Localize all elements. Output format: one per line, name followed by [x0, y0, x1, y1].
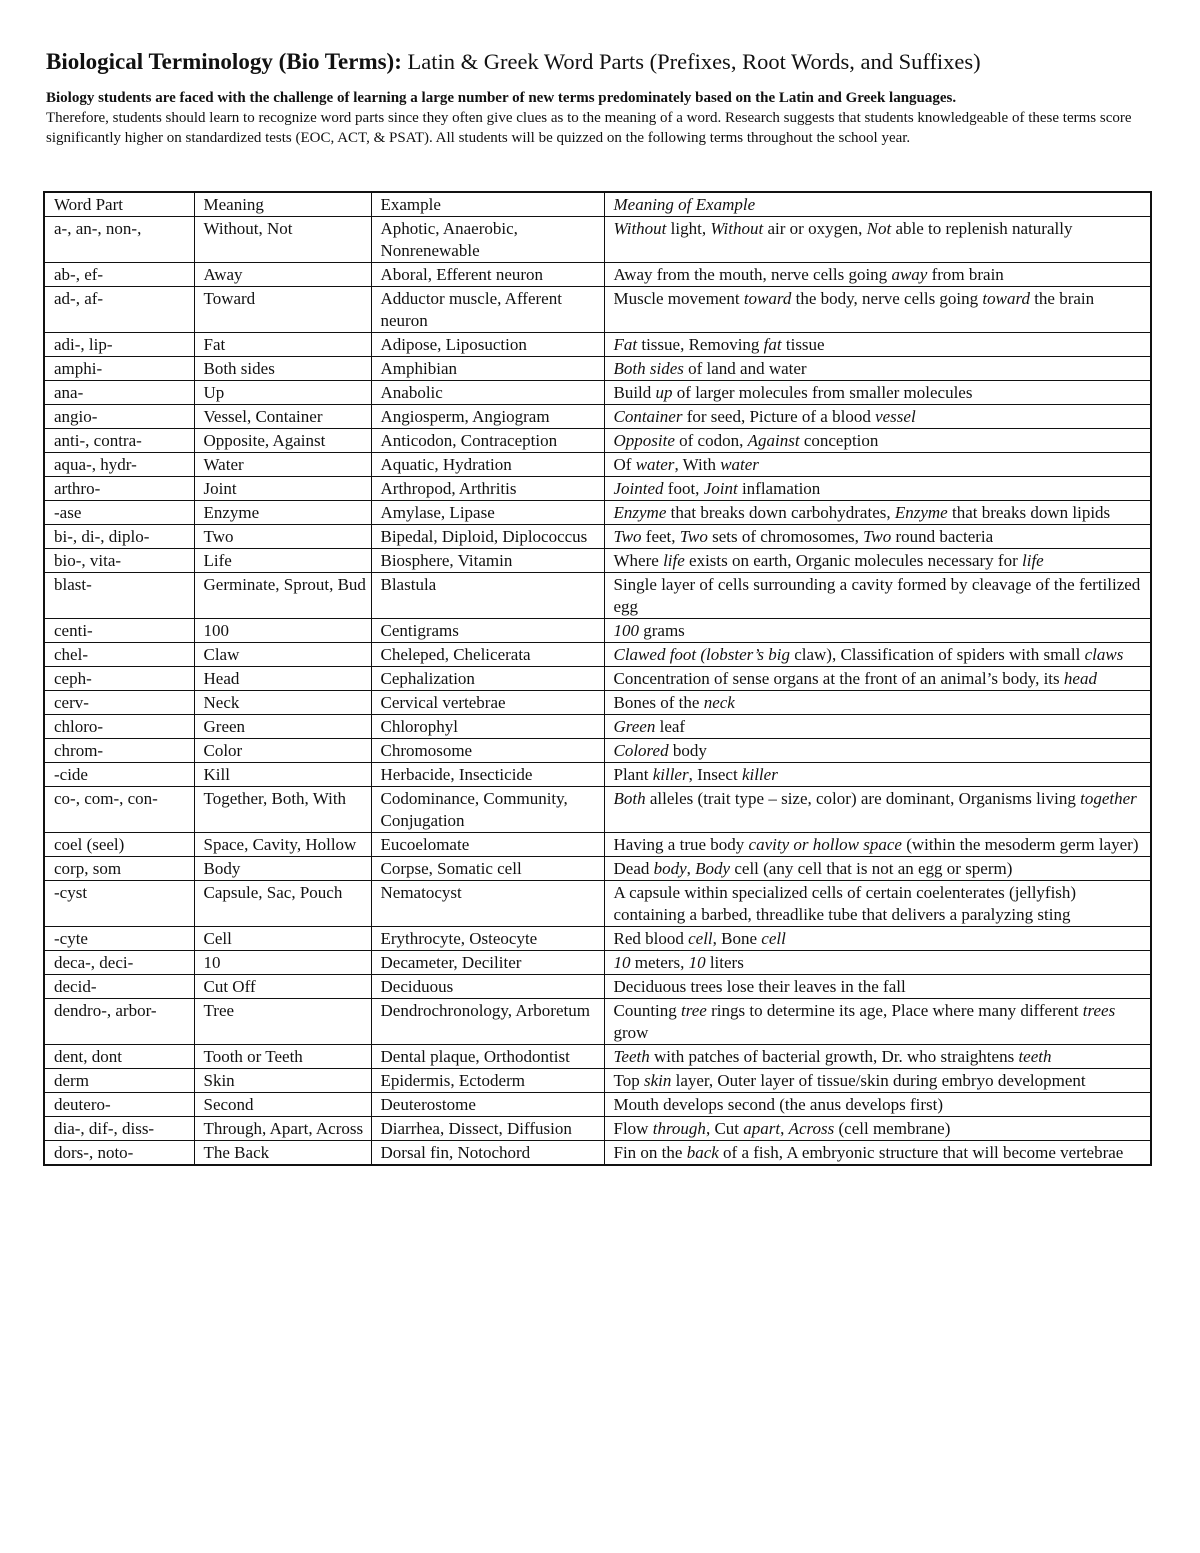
table-header-row	[44, 192, 1151, 217]
emphasis-text: neck	[703, 693, 735, 712]
header-meaning-of-example: Meaning of Example	[604, 192, 1151, 217]
meaning-of-example-cell: Muscle movement toward the body, nerve cells going toward the brain	[604, 287, 1151, 333]
table-row	[44, 501, 1151, 525]
meaning-cell: Capsule, Sac, Pouch	[194, 881, 371, 927]
example-cell: Dendrochronology, Arboretum	[371, 999, 604, 1045]
emphasis-text: cell	[688, 929, 713, 948]
meaning-of-example-cell: Counting tree rings to determine its age, Place where many different trees grow	[604, 999, 1151, 1045]
emphasis-text: cavity or hollow space	[748, 835, 902, 854]
example-cell: Aphotic, Anaerobic, Nonrenewable	[371, 217, 604, 263]
meaning-cell: Vessel, Container	[194, 405, 371, 429]
meaning-cell: Water	[194, 453, 371, 477]
example-cell: Cephalization	[371, 667, 604, 691]
word-part-cell: dors-, noto-	[44, 1141, 194, 1166]
emphasis-text: Both sides	[613, 359, 684, 378]
emphasis-text: Clawed foot (lobster’s big	[613, 645, 790, 664]
meaning-cell: Tooth or Teeth	[194, 1045, 371, 1069]
title-bold: Biological Terminology (Bio Terms):	[46, 49, 402, 74]
example-cell: Angiosperm, Angiogram	[371, 405, 604, 429]
intro-body: Therefore, students should learn to recognize word parts since they often give clues as to the meaning of a word. Research suggests that students knowledgeable of these terms score significantly higher on standardized tests (EOC, ACT, & PSAT). All students will be quizzed on the following terms throughout the school year.	[46, 110, 1132, 146]
emphasis-text: Enzyme	[613, 503, 667, 522]
table-row	[44, 405, 1151, 429]
emphasis-text: body	[653, 859, 687, 878]
word-part-cell: ana-	[44, 381, 194, 405]
meaning-of-example-cell: Red blood cell, Bone cell	[604, 927, 1151, 951]
example-cell: Deuterostome	[371, 1093, 604, 1117]
example-cell: Epidermis, Ectoderm	[371, 1069, 604, 1093]
table-row	[44, 549, 1151, 573]
emphasis-text: Teeth	[613, 1047, 650, 1066]
word-part-cell: blast-	[44, 573, 194, 619]
table-row	[44, 739, 1151, 763]
meaning-cell: Cut Off	[194, 975, 371, 999]
emphasis-text: Fat	[613, 335, 638, 354]
example-cell: Aquatic, Hydration	[371, 453, 604, 477]
example-cell: Blastula	[371, 573, 604, 619]
meaning-cell: Head	[194, 667, 371, 691]
title-rest: Latin & Greek Word Parts (Prefixes, Root Words, and Suffixes)	[407, 49, 981, 74]
table-row	[44, 763, 1151, 787]
word-part-cell: -cide	[44, 763, 194, 787]
example-cell: Anticodon, Contraception	[371, 429, 604, 453]
meaning-cell: Green	[194, 715, 371, 739]
meaning-cell: Skin	[194, 1069, 371, 1093]
meaning-of-example-cell: Having a true body cavity or hollow space (within the mesoderm germ layer)	[604, 833, 1151, 857]
table-row	[44, 573, 1151, 619]
page-title	[46, 47, 1166, 77]
word-part-cell: ab-, ef-	[44, 263, 194, 287]
emphasis-text: water	[635, 455, 675, 474]
emphasis-text: 10	[613, 953, 631, 972]
emphasis-text: fat	[763, 335, 782, 354]
table-row	[44, 833, 1151, 857]
meaning-of-example-cell: Green leaf	[604, 715, 1151, 739]
meaning-cell: Germinate, Sprout, Bud	[194, 573, 371, 619]
meaning-of-example-cell: Plant killer, Insect killer	[604, 763, 1151, 787]
meaning-of-example-cell: Fat tissue, Removing fat tissue	[604, 333, 1151, 357]
emphasis-text: toward	[982, 289, 1030, 308]
example-cell: Aboral, Efferent neuron	[371, 263, 604, 287]
emphasis-text: life	[663, 551, 685, 570]
example-cell: Decameter, Deciliter	[371, 951, 604, 975]
meaning-cell: Away	[194, 263, 371, 287]
emphasis-text: Enzyme	[894, 503, 948, 522]
table-row	[44, 619, 1151, 643]
meaning-of-example-cell: Fin on the back of a fish, A embryonic structure that will become vertebrae	[604, 1141, 1151, 1166]
meaning-cell: Cell	[194, 927, 371, 951]
meaning-of-example-cell: Teeth with patches of bacterial growth, Dr. who straightens teeth	[604, 1045, 1151, 1069]
table-row	[44, 381, 1151, 405]
meaning-cell: Two	[194, 525, 371, 549]
table-row	[44, 857, 1151, 881]
word-part-cell: arthro-	[44, 477, 194, 501]
word-part-cell: chrom-	[44, 739, 194, 763]
meaning-cell: 10	[194, 951, 371, 975]
emphasis-text: skin	[643, 1071, 672, 1090]
word-part-cell: derm	[44, 1069, 194, 1093]
meaning-of-example-cell: Single layer of cells surrounding a cavity formed by cleavage of the fertilized egg	[604, 573, 1151, 619]
example-cell: Adipose, Liposuction	[371, 333, 604, 357]
meaning-of-example-cell: 10 meters, 10 liters	[604, 951, 1151, 975]
table-row	[44, 691, 1151, 715]
example-cell: Deciduous	[371, 975, 604, 999]
emphasis-text: 100	[613, 621, 639, 640]
table-row	[44, 667, 1151, 691]
meaning-of-example-cell: Two feet, Two sets of chromosomes, Two round bacteria	[604, 525, 1151, 549]
meaning-of-example-cell: Jointed foot, Joint inflamation	[604, 477, 1151, 501]
table-row	[44, 217, 1151, 263]
table-row	[44, 525, 1151, 549]
meaning-cell: Body	[194, 857, 371, 881]
word-part-cell: chel-	[44, 643, 194, 667]
table-row	[44, 643, 1151, 667]
emphasis-text: Across	[788, 1119, 835, 1138]
meaning-of-example-cell: Container for seed, Picture of a blood vessel	[604, 405, 1151, 429]
meaning-of-example-cell: Both sides of land and water	[604, 357, 1151, 381]
emphasis-text: Against	[747, 431, 800, 450]
meaning-of-example-cell: 100 grams	[604, 619, 1151, 643]
example-cell: Diarrhea, Dissect, Diffusion	[371, 1117, 604, 1141]
meaning-cell: Both sides	[194, 357, 371, 381]
meaning-of-example-cell: Build up of larger molecules from smaller molecules	[604, 381, 1151, 405]
table-row	[44, 975, 1151, 999]
emphasis-text: cell	[761, 929, 786, 948]
meaning-cell: Tree	[194, 999, 371, 1045]
table-row	[44, 333, 1151, 357]
emphasis-text: Container	[613, 407, 683, 426]
meaning-of-example-cell: Away from the mouth, nerve cells going away from brain	[604, 263, 1151, 287]
meaning-of-example-cell: Dead body, Body cell (any cell that is not an egg or sperm)	[604, 857, 1151, 881]
emphasis-text: killer	[741, 765, 778, 784]
example-cell: Chlorophyl	[371, 715, 604, 739]
example-cell: Centigrams	[371, 619, 604, 643]
emphasis-text: Two	[679, 527, 708, 546]
meaning-cell: Claw	[194, 643, 371, 667]
header-word-part: Word Part	[44, 192, 194, 217]
meaning-cell: Color	[194, 739, 371, 763]
emphasis-text: head	[1063, 669, 1097, 688]
word-part-cell: amphi-	[44, 357, 194, 381]
emphasis-text: Joint	[703, 479, 738, 498]
example-cell: Codominance, Community, Conjugation	[371, 787, 604, 833]
word-part-cell: co-, com-, con-	[44, 787, 194, 833]
meaning-cell: Neck	[194, 691, 371, 715]
emphasis-text: killer	[652, 765, 689, 784]
word-part-cell: a-, an-, non-,	[44, 217, 194, 263]
meaning-cell: Space, Cavity, Hollow	[194, 833, 371, 857]
example-cell: Adductor muscle, Afferent neuron	[371, 287, 604, 333]
emphasis-text: Two	[613, 527, 642, 546]
word-part-cell: -cyte	[44, 927, 194, 951]
meaning-cell: Without, Not	[194, 217, 371, 263]
emphasis-text: trees	[1082, 1001, 1116, 1020]
meaning-of-example-cell: Mouth develops second (the anus develops first)	[604, 1093, 1151, 1117]
meaning-of-example-cell: Bones of the neck	[604, 691, 1151, 715]
emphasis-text: Two	[863, 527, 892, 546]
emphasis-text: Body	[695, 859, 731, 878]
table-row	[44, 287, 1151, 333]
emphasis-text: Opposite	[613, 431, 675, 450]
emphasis-text: teeth	[1018, 1047, 1052, 1066]
emphasis-text: through	[652, 1119, 706, 1138]
word-part-cell: bio-, vita-	[44, 549, 194, 573]
intro-paragraph	[46, 88, 1144, 148]
table-row	[44, 1045, 1151, 1069]
example-cell: Dental plaque, Orthodontist	[371, 1045, 604, 1069]
emphasis-text: up	[655, 383, 673, 402]
table-row	[44, 477, 1151, 501]
emphasis-text: away	[891, 265, 928, 284]
word-part-cell: aqua-, hydr-	[44, 453, 194, 477]
emphasis-text: Jointed	[613, 479, 664, 498]
example-cell: Nematocyst	[371, 881, 604, 927]
example-cell: Cheleped, Chelicerata	[371, 643, 604, 667]
example-cell: Amphibian	[371, 357, 604, 381]
meaning-cell: The Back	[194, 1141, 371, 1166]
meaning-of-example-cell: Concentration of sense organs at the front of an animal’s body, its head	[604, 667, 1151, 691]
meaning-of-example-cell: Where life exists on earth, Organic molecules necessary for life	[604, 549, 1151, 573]
table-row	[44, 1141, 1151, 1166]
emphasis-text: vessel	[875, 407, 916, 426]
table-row	[44, 1117, 1151, 1141]
meaning-cell: Up	[194, 381, 371, 405]
emphasis-text: Not	[866, 219, 892, 238]
table-row	[44, 263, 1151, 287]
example-cell: Dorsal fin, Notochord	[371, 1141, 604, 1166]
example-cell: Herbacide, Insecticide	[371, 763, 604, 787]
word-part-cell: ceph-	[44, 667, 194, 691]
meaning-cell: Together, Both, With	[194, 787, 371, 833]
word-part-cell: bi-, di-, diplo-	[44, 525, 194, 549]
emphasis-text: toward	[743, 289, 792, 308]
meaning-of-example-cell: Opposite of codon, Against conception	[604, 429, 1151, 453]
meaning-cell: 100	[194, 619, 371, 643]
word-part-cell: -cyst	[44, 881, 194, 927]
word-part-cell: deutero-	[44, 1093, 194, 1117]
example-cell: Amylase, Lipase	[371, 501, 604, 525]
meaning-of-example-cell: Deciduous trees lose their leaves in the fall	[604, 975, 1151, 999]
table-row	[44, 927, 1151, 951]
table-row	[44, 881, 1151, 927]
word-part-cell: dia-, dif-, diss-	[44, 1117, 194, 1141]
table-row	[44, 787, 1151, 833]
meaning-cell: Life	[194, 549, 371, 573]
meaning-cell: Joint	[194, 477, 371, 501]
emphasis-text: tree	[681, 1001, 707, 1020]
emphasis-text: 10	[688, 953, 706, 972]
meaning-cell: Enzyme	[194, 501, 371, 525]
example-cell: Chromosome	[371, 739, 604, 763]
emphasis-text: life	[1022, 551, 1044, 570]
example-cell: Bipedal, Diploid, Diplococcus	[371, 525, 604, 549]
meaning-cell: Kill	[194, 763, 371, 787]
example-cell: Eucoelomate	[371, 833, 604, 857]
word-part-cell: corp, som	[44, 857, 194, 881]
emphasis-text: apart	[743, 1119, 781, 1138]
meaning-of-example-cell: Without light, Without air or oxygen, Not able to replenish naturally	[604, 217, 1151, 263]
word-part-cell: chloro-	[44, 715, 194, 739]
emphasis-text: Both	[613, 789, 646, 808]
emphasis-text: Without	[710, 219, 764, 238]
emphasis-text: Without	[613, 219, 667, 238]
meaning-of-example-cell: Both alleles (trait type – size, color) are dominant, Organisms living together	[604, 787, 1151, 833]
meaning-of-example-cell: A capsule within specialized cells of certain coelenterates (jellyfish) containing a barbed, threadlike tube that delivers a paralyzing sting	[604, 881, 1151, 927]
meaning-of-example-cell: Enzyme that breaks down carbohydrates, Enzyme that breaks down lipids	[604, 501, 1151, 525]
header-meaning: Meaning	[194, 192, 371, 217]
meaning-of-example-cell: Flow through, Cut apart, Across (cell membrane)	[604, 1117, 1151, 1141]
word-part-cell: ad-, af-	[44, 287, 194, 333]
word-part-cell: centi-	[44, 619, 194, 643]
terms-table	[43, 191, 1152, 1166]
meaning-cell: Fat	[194, 333, 371, 357]
example-cell: Arthropod, Arthritis	[371, 477, 604, 501]
example-cell: Corpse, Somatic cell	[371, 857, 604, 881]
word-part-cell: coel (seel)	[44, 833, 194, 857]
meaning-of-example-cell: Of water, With water	[604, 453, 1151, 477]
emphasis-text: back	[686, 1143, 719, 1162]
table-row	[44, 1093, 1151, 1117]
example-cell: Anabolic	[371, 381, 604, 405]
example-cell: Cervical vertebrae	[371, 691, 604, 715]
emphasis-text: Colored	[613, 741, 669, 760]
table-row	[44, 999, 1151, 1045]
table-row	[44, 453, 1151, 477]
word-part-cell: dendro-, arbor-	[44, 999, 194, 1045]
meaning-cell: Second	[194, 1093, 371, 1117]
meaning-of-example-cell: Clawed foot (lobster’s big claw), Classification of spiders with small claws	[604, 643, 1151, 667]
meaning-cell: Through, Apart, Across	[194, 1117, 371, 1141]
word-part-cell: anti-, contra-	[44, 429, 194, 453]
emphasis-text: together	[1080, 789, 1137, 808]
word-part-cell: dent, dont	[44, 1045, 194, 1069]
word-part-cell: deca-, deci-	[44, 951, 194, 975]
table-row	[44, 715, 1151, 739]
example-cell: Biosphere, Vitamin	[371, 549, 604, 573]
table-row	[44, 951, 1151, 975]
header-example: Example	[371, 192, 604, 217]
word-part-cell: -ase	[44, 501, 194, 525]
word-part-cell: adi-, lip-	[44, 333, 194, 357]
word-part-cell: cerv-	[44, 691, 194, 715]
table-row	[44, 1069, 1151, 1093]
meaning-cell: Toward	[194, 287, 371, 333]
emphasis-text: water	[720, 455, 759, 474]
example-cell: Erythrocyte, Osteocyte	[371, 927, 604, 951]
meaning-of-example-cell: Top skin layer, Outer layer of tissue/skin during embryo development	[604, 1069, 1151, 1093]
word-part-cell: decid-	[44, 975, 194, 999]
meaning-of-example-cell: Colored body	[604, 739, 1151, 763]
emphasis-text: Green	[613, 717, 656, 736]
table-row	[44, 357, 1151, 381]
table-body	[44, 217, 1151, 1166]
emphasis-text: claws	[1084, 645, 1124, 664]
word-part-cell: angio-	[44, 405, 194, 429]
meaning-cell: Opposite, Against	[194, 429, 371, 453]
table-row	[44, 429, 1151, 453]
intro-lead: Biology students are faced with the challenge of learning a large number of new terms predominately based on the Latin and Greek languages.	[46, 90, 957, 106]
